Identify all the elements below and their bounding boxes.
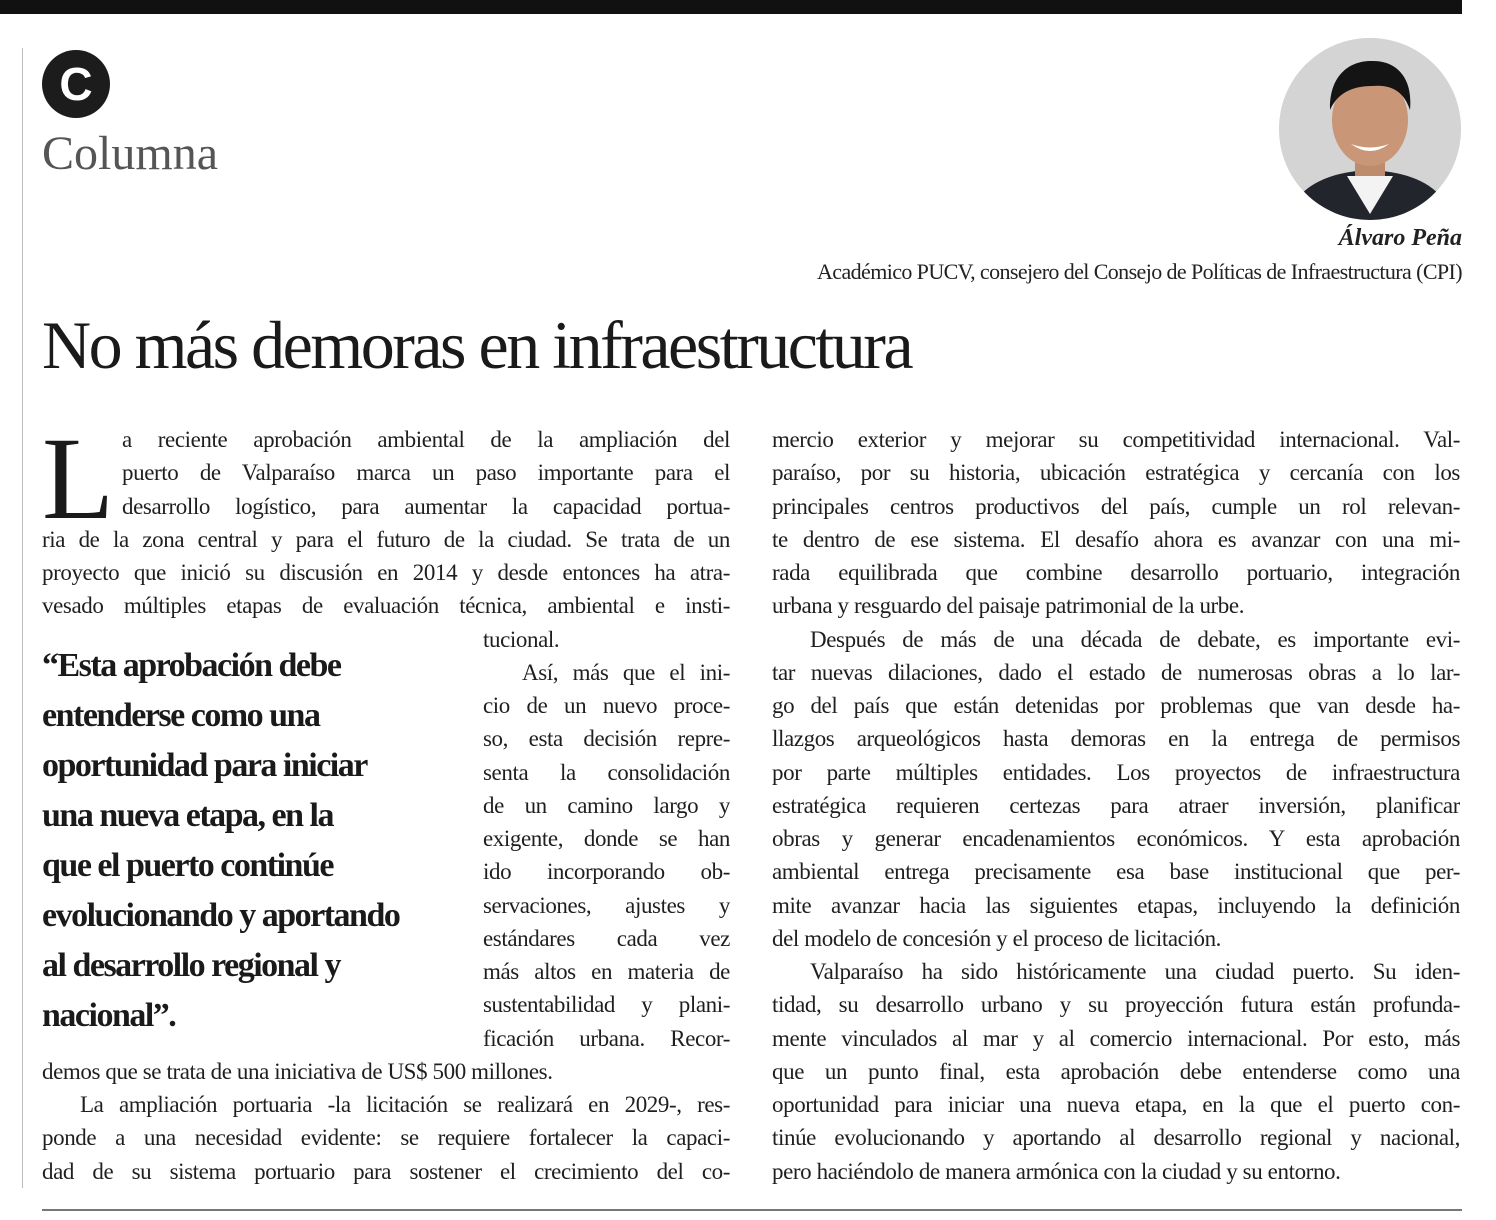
- body-line: Así, más que el ini-: [522, 660, 730, 685]
- body-line: ficación urbana. Recor-: [483, 1026, 730, 1051]
- body-line: pero haciéndolo de manera armónica con la ciudad y su entorno.: [772, 1159, 1341, 1184]
- body-line: cio de un nuevo proce-: [483, 693, 730, 718]
- pull-quote-line: que el puerto continúe: [42, 847, 333, 884]
- body-line: demos que se trata de una iniciativa de US$ 500 millones.: [42, 1059, 553, 1084]
- body-line: paraíso, por su historia, ubicación estratégica y cercanía con los: [772, 460, 1460, 485]
- body-line: del modelo de concesión y el proceso de licitación.: [772, 926, 1222, 951]
- body-line: senta la consolidación: [483, 760, 730, 785]
- body-line: estándares cada vez: [483, 926, 730, 951]
- pull-quote-line: “Esta aprobación debe: [42, 647, 341, 684]
- top-rule: [0, 0, 1462, 14]
- section-label: Columna: [42, 127, 218, 180]
- body-line: dad de su sistema portuario para sostener el crecimiento del co-: [42, 1159, 730, 1184]
- body-line: principales centros productivos del país, cumple un rol relevan-: [772, 494, 1460, 519]
- body-line: llazgos arqueológicos hasta demoras en la entrega de permisos: [772, 726, 1460, 751]
- body-line: de un camino largo y: [483, 793, 730, 818]
- body-line: a reciente aprobación ambiental de la ampliación del: [122, 427, 730, 452]
- body-line: urbana y resguardo del paisaje patrimonial de la urbe.: [772, 593, 1245, 618]
- body-line: estratégica requieren certezas para atraer inversión, planificar: [772, 793, 1460, 818]
- body-line: te dentro de ese sistema. El desafío ahora es avanzar con una mi-: [772, 527, 1460, 552]
- body-line: mercio exterior y mejorar su competitividad internacional. Val-: [772, 427, 1460, 452]
- body-line: mente vinculados al mar y al comercio internacional. Por esto, más: [772, 1026, 1460, 1051]
- body-line: servaciones, ajustes y: [483, 893, 730, 918]
- body-line: tucional.: [483, 627, 560, 652]
- section-badge: C: [42, 50, 110, 118]
- drop-cap: L: [42, 413, 115, 544]
- headline: No más demoras en infraestructura: [42, 307, 912, 383]
- body-line: ido incorporando ob-: [483, 859, 730, 884]
- body-line: ambiental entrega precisamente esa base institucional que per-: [772, 859, 1460, 884]
- bottom-rule: [42, 1209, 1462, 1211]
- body-line: exigente, donde se han: [483, 826, 730, 851]
- body-line: que un punto final, esta aprobación debe entenderse como una: [772, 1059, 1460, 1084]
- author-portrait-image: [1279, 38, 1461, 220]
- body-line: puerto de Valparaíso marca un paso importante para el: [122, 460, 730, 485]
- body-line: Valparaíso ha sido históricamente una ciudad puerto. Su iden-: [810, 959, 1460, 984]
- body-line: más altos en materia de: [483, 959, 730, 984]
- body-line: ponde a una necesidad evidente: se requiere fortalecer la capaci-: [42, 1125, 730, 1150]
- body-line: tidad, su desarrollo urbano y su proyección futura están profunda-: [772, 992, 1460, 1017]
- body-line: Después de más de una década de debate, es importante evi-: [810, 627, 1460, 652]
- pull-quote-line: entenderse como una: [42, 697, 320, 734]
- left-column-rule: [22, 48, 23, 1188]
- body-line: go del país que están detenidas por problemas que van desde ha-: [772, 693, 1460, 718]
- body-line: obras y generar encadenamientos económicos. Y esta aprobación: [772, 826, 1460, 851]
- pull-quote-line: evolucionando y aportando: [42, 897, 400, 934]
- body-line: rada equilibrada que combine desarrollo portuario, integración: [772, 560, 1460, 585]
- body-line: so, esta decisión repre-: [483, 726, 730, 751]
- body-line: vesado múltiples etapas de evaluación técnica, ambiental e insti-: [42, 593, 730, 618]
- body-line: tar nuevas dilaciones, dado el estado de numerosas obras a lo lar-: [772, 660, 1460, 685]
- body-line: oportunidad para iniciar una nueva etapa, en la que el puerto con-: [772, 1092, 1460, 1117]
- author-role: Académico PUCV, consejero del Consejo de Políticas de Infraestructura (CPI): [817, 259, 1462, 284]
- pull-quote-line: una nueva etapa, en la: [42, 797, 333, 834]
- author-photo: [1279, 38, 1461, 220]
- body-line: desarrollo logístico, para aumentar la capacidad portua-: [122, 494, 730, 519]
- body-line: proyecto que inició su discusión en 2014 y desde entonces ha atra-: [42, 560, 730, 585]
- body-line: La ampliación portuaria -la licitación se realizará en 2029-, res-: [80, 1092, 730, 1117]
- pull-quote-line: nacional”.: [42, 997, 176, 1034]
- author-name: Álvaro Peña: [1338, 225, 1462, 251]
- pull-quote-line: al desarrollo regional y: [42, 947, 341, 984]
- body-line: ria de la zona central y para el futuro de la ciudad. Se trata de un: [42, 527, 730, 552]
- body-line: mite avanzar hacia las siguientes etapas, incluyendo la definición: [772, 893, 1460, 918]
- body-line: por parte múltiples entidades. Los proyectos de infraestructura: [772, 760, 1460, 785]
- pull-quote-line: oportunidad para iniciar: [42, 747, 367, 784]
- body-line: tinúe evolucionando y aportando al desarrollo regional y nacional,: [772, 1125, 1460, 1150]
- body-line: sustentabilidad y plani-: [483, 992, 730, 1017]
